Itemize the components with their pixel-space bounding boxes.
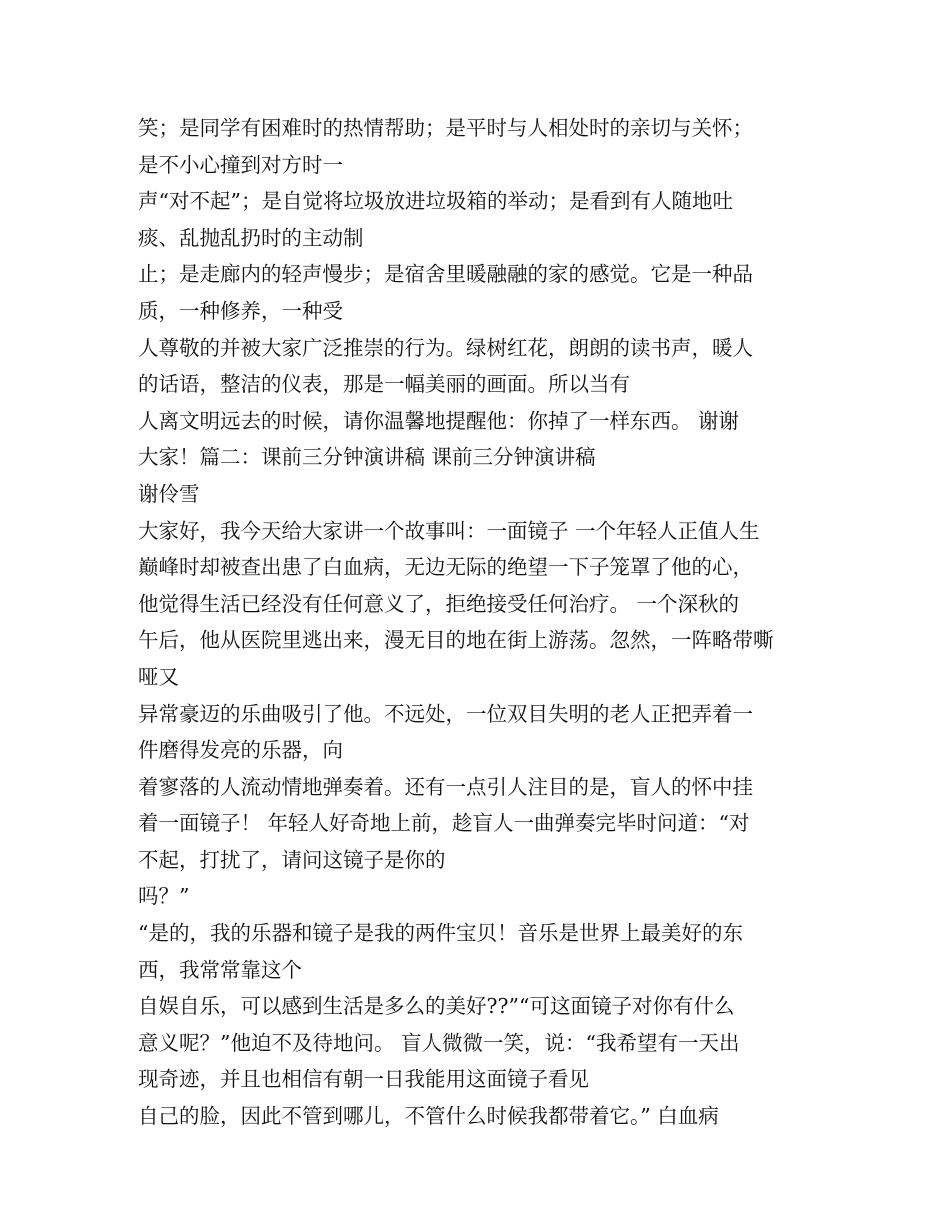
text-line: “是的，我的乐器和镜子是我的两件宝贝！音乐是世界上最美好的东	[138, 921, 743, 946]
text-line: 止；是走廊内的轻声慢步；是宿舍里暖融融的家的感觉。它是一种品	[138, 262, 753, 287]
text-line: 哑又	[138, 664, 179, 689]
text-line: 人尊敬的并被大家广泛推崇的行为。绿树红花，朗朗的读书声，暖人	[138, 335, 753, 360]
body-text	[138, 110, 818, 1135]
text-line: 大家好，我今天给大家讲一个故事叫：一面镜子 一个年轻人正值人生	[138, 518, 760, 543]
text-line: 吗？”	[138, 884, 190, 909]
author-name: 谢伶雪	[138, 481, 200, 506]
text-line: 异常豪迈的乐曲吸引了他。不远处，一位双目失明的老人正把弄着一	[138, 701, 753, 726]
text-line: 大家！篇二：课前三分钟演讲稿 课前三分钟演讲稿	[138, 445, 596, 470]
text-line: 质，一种修养，一种受	[138, 298, 343, 323]
text-line: 件磨得发亮的乐器，向	[138, 738, 343, 763]
text-line: 痰、乱抛乱扔时的主动制	[138, 225, 364, 250]
text-line: 不起，打扰了，请问这镜子是你的	[138, 847, 446, 872]
text-line: 西，我常常靠这个	[138, 957, 302, 982]
text-line: 笑；是同学有困难时的热情帮助；是平时与人相处时的亲切与关怀；	[138, 116, 753, 140]
text-line: 巅峰时却被查出患了白血病，无边无际的绝望一下子笼罩了他的心，	[138, 555, 753, 580]
text-line: 意义呢？”他迫不及待地问。 盲人微微一笑，说：“我希望有一天出	[138, 1030, 740, 1055]
text-line: 的话语，整洁的仪表，那是一幅美丽的画面。所以当有	[138, 372, 630, 397]
text-line: 着寥落的人流动情地弹奏着。还有一点引人注目的是，盲人的怀中挂	[138, 774, 753, 799]
text-line: 自娱自乐，可以感到生活是多么的美好??”“可这面镜子对你有什么	[138, 994, 735, 1019]
text-line: 午后，他从医院里逃出来，漫无目的地在街上游荡。忽然，一阵略带嘶	[138, 628, 774, 653]
text-line: 现奇迹，并且也相信有朝一日我能用这面镜子看见	[138, 1067, 589, 1092]
text-line: 着一面镜子！ 年轻人好奇地上前，趁盲人一曲弹奏完毕时问道：“对	[138, 811, 750, 836]
text-line: 他觉得生活已经没有任何意义了，拒绝接受任何治疗。 一个深秋的	[138, 591, 740, 616]
text-line: 人离文明远去的时候，请你温馨地提醒他：你掉了一样东西。 谢谢	[138, 408, 740, 433]
text-line: 声“对不起”；是自觉将垃圾放进垃圾箱的举动；是看到有人随地吐	[138, 189, 733, 214]
text-line: 自己的脸，因此不管到哪儿，不管什么时候我都带着它。” 白血病	[138, 1104, 719, 1129]
text-line: 是不小心撞到对方时一	[138, 152, 343, 177]
